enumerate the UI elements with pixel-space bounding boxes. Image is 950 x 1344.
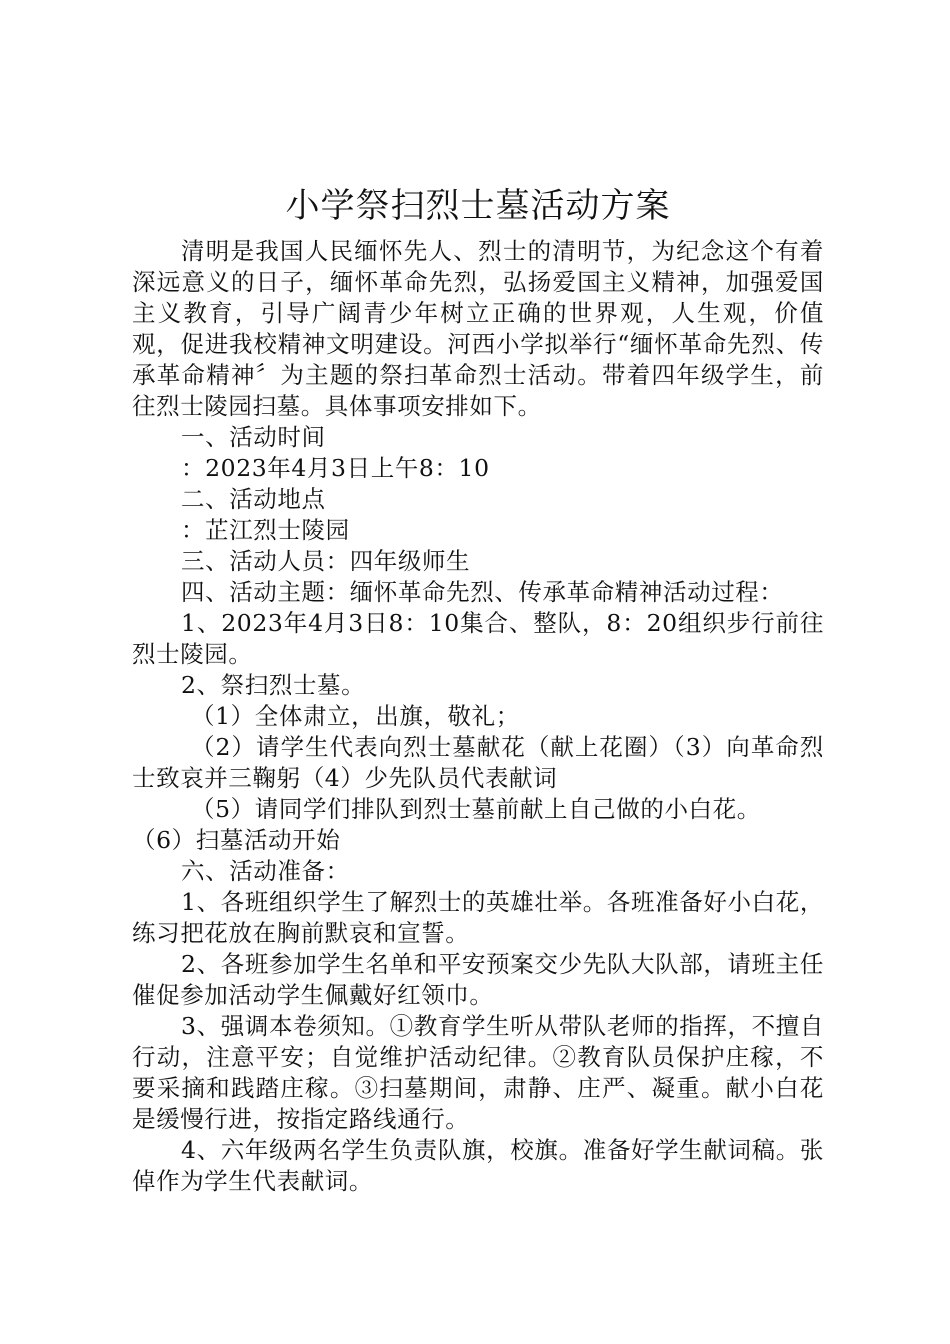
section-participants: 三、活动人员：四年级师生 bbox=[181, 547, 471, 575]
section-heading-time: 一、活动时间 bbox=[181, 423, 326, 451]
process-step-1: 1、2023年4月3日8：10集合、整队，8：20组织步行前往烈士陵园。 bbox=[132, 609, 824, 668]
intro-paragraph: 清明是我国人民缅怀先人、烈士的清明节，为纪念这个有着深远意义的日子，缅怀革命先烈，弘扬爱国主义精神，加强爱国主义教育，引导广阔青少年树立正确的世界观，人生观，价值观，促进我校精神文明建设。河西小学拟举行“缅怀革命先烈、传承革命精神〞为主题的祭扫革命烈士活动。带着四年级学生，前往烈士陵园扫墓。具体事项安排如下。 bbox=[132, 237, 824, 420]
activity-time-value: ：2023年4月3日上午8：10 bbox=[181, 454, 490, 482]
activity-location-value: ：芷江烈士陵园 bbox=[181, 516, 350, 544]
section-heading-location: 二、活动地点 bbox=[181, 485, 326, 513]
document-title: 小学祭扫烈士墓活动方案 bbox=[285, 186, 671, 226]
ceremony-step-2-4: （2）请学生代表向烈士墓献花（献上花圈）（3）向革命烈士致哀并三鞠躬（4）少先队员代表献词 bbox=[132, 733, 824, 792]
preparation-item-2: 2、各班参加学生名单和平安预案交少先队大队部，请班主任催促参加活动学生佩戴好红领巾。 bbox=[132, 950, 824, 1009]
section-heading-preparation: 六、活动准备： bbox=[181, 857, 350, 885]
section-theme: 四、活动主题：缅怀革命先烈、传承革命精神活动过程： bbox=[181, 578, 784, 606]
preparation-item-3: 3、强调本卷须知。①教育学生听从带队老师的指挥，不擅自行动，注意平安；自觉维护活动纪律。②教育队员保护庄稼，不要采摘和践踏庄稼。③扫墓期间，肃静、庄严、凝重。献小白花是缓慢行进，按指定路线通行。 bbox=[132, 1012, 824, 1133]
ceremony-step-6: （6）扫墓活动开始 bbox=[132, 826, 341, 854]
process-step-2: 2、祭扫烈士墓。 bbox=[181, 671, 366, 699]
preparation-item-1: 1、各班组织学生了解烈士的英雄壮举。各班准备好小白花，练习把花放在胸前默哀和宣誓。 bbox=[132, 888, 824, 947]
ceremony-step-5: （5）请同学们排队到烈士墓前献上自己做的小白花。 bbox=[191, 795, 761, 823]
ceremony-step-1: （1）全体肃立，出旗，敬礼； bbox=[191, 702, 520, 730]
document-page bbox=[132, 180, 824, 1197]
preparation-item-4: 4、六年级两名学生负责队旗，校旗。准备好学生献词稿。张倬作为学生代表献词。 bbox=[132, 1136, 824, 1195]
